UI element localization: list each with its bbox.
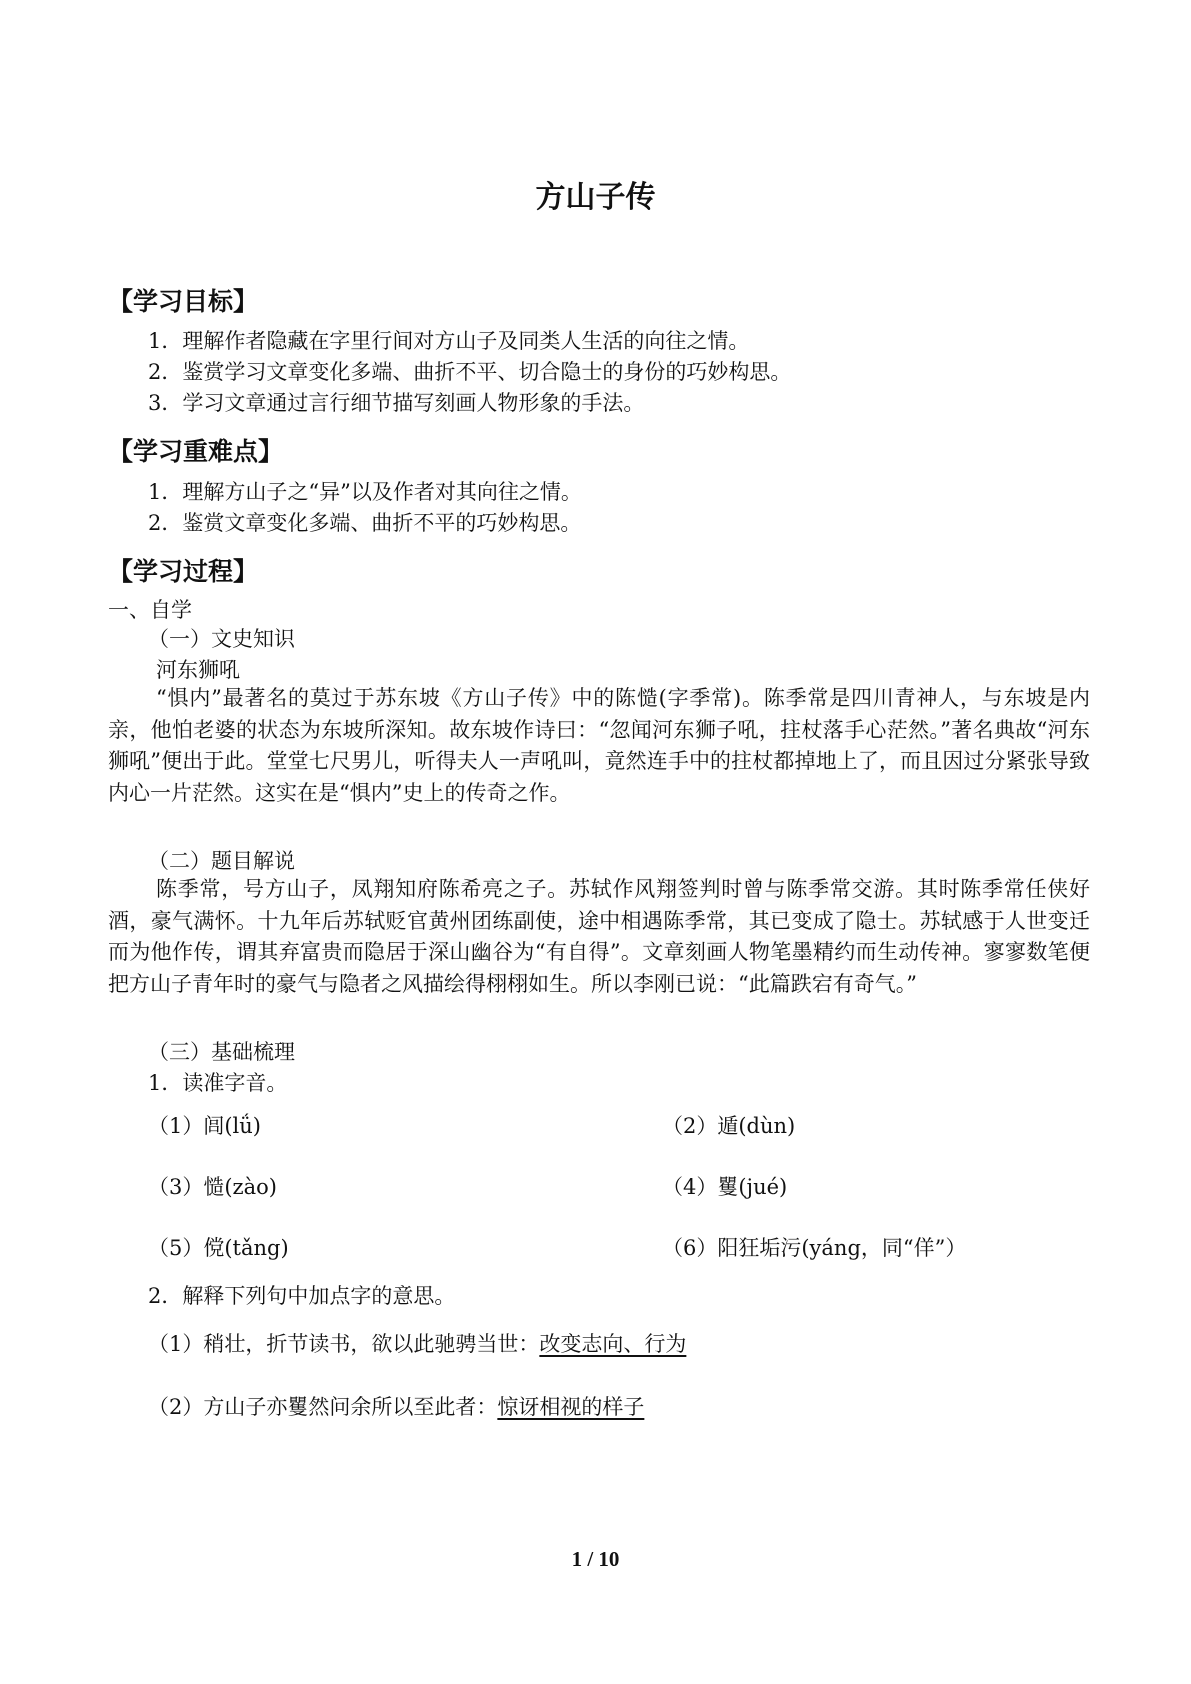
pronunciation-item-4: （4）矍(jué) [662,1175,788,1199]
explanation-item-1 [148,1330,686,1358]
explanation-question-2: （2）方山子亦矍然问余所以至此者： [148,1395,498,1419]
subheading-history-knowledge: （一）文史知识 [148,627,295,651]
keypoint-item-1: 1．理解方山子之“异”以及作者对其向往之情。 [148,480,582,504]
story-title: 河东狮吼 [156,658,240,682]
explanation-answer-2: 惊讶相视的样子 [497,1395,645,1419]
goal-item-1: 1．理解作者隐藏在字里行间对方山子及同类人生活的向往之情。 [148,329,750,353]
part-self-study: 一、自学 [108,598,192,622]
goal-item-2: 2．鉴赏学习文章变化多端、曲折不平、切合隐士的身份的巧妙构思。 [148,360,792,384]
heading-key-points: 【学习重难点】 [108,437,284,466]
pronunciation-item-3: （3）慥(zào) [148,1175,277,1199]
paragraph-title-explanation: 陈季常，号方山子，凤翔知府陈希亮之子。苏轼作风翔签判时曾与陈季常交游。其时陈季常任侠好酒，豪气满怀。十九年后苏轼贬官黄州团练副使，途中相遇陈季常，其已变成了隐士。苏轼感于人世变迁而为他作传，谓其弃富贵而隐居于深山幽谷为“有自得”。文章刻画人物笔墨精约而生动传神。寥寥数笔便把方山子青年时的豪气与隐者之风描绘得栩栩如生。所以李刚已说：“此篇跌宕有奇气。” [108,877,1090,997]
pronunciation-item-2: （2）遁(dùn) [662,1114,796,1138]
subheading-basics: （三）基础梳理 [148,1040,295,1064]
keypoint-item-2: 2．鉴赏文章变化多端、曲折不平的巧妙构思。 [148,511,582,535]
goal-item-3: 3．学习文章通过言行细节描写刻画人物形象的手法。 [148,391,645,415]
heading-learning-process: 【学习过程】 [108,557,259,586]
pronunciation-item-5: （5）傥(tǎng) [148,1236,289,1260]
pronunciation-item-1: （1）闾(lǘ) [148,1114,261,1138]
heading-learning-goals: 【学习目标】 [108,287,259,316]
question-pronunciation: 1．读准字音。 [148,1071,288,1095]
pronunciation-item-6: （6）阳狂垢污(yáng，同“佯”） [662,1236,967,1260]
question-word-meaning: 2．解释下列句中加点字的意思。 [148,1284,456,1308]
explanation-question-1: （1）稍壮，折节读书，欲以此驰骋当世： [148,1332,540,1356]
page-title: 方山子传 [535,180,656,215]
explanation-item-2 [148,1393,644,1421]
paragraph-allusion: “惧内”最著名的莫过于苏东坡《方山子传》中的陈慥(字季常)。陈季常是四川青神人，与东坡是内亲，他怕老婆的状态为东坡所深知。故东坡作诗曰：“忽闻河东狮子吼，拄杖落手心茫然。”著名典故“河东狮吼”便出于此。堂堂七尺男儿，听得夫人一声吼叫，竟然连手中的拄杖都掉地上了，而且因过分紧张导致内心一片茫然。这实在是“惧内”史上的传奇之作。 [108,686,1090,806]
subheading-title-explanation: （二）题目解说 [148,849,295,873]
page-number: 1 / 10 [571,1547,620,1571]
explanation-answer-1: 改变志向、行为 [539,1332,687,1356]
